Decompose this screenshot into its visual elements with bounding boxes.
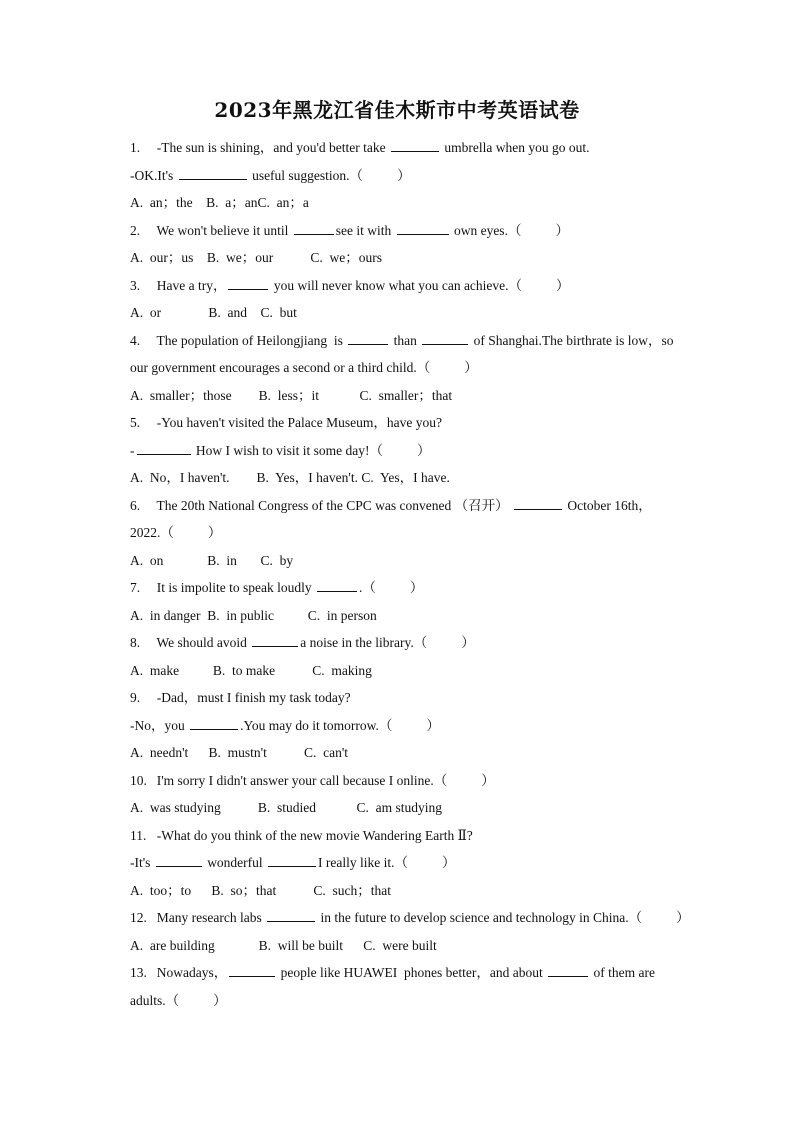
answer-blank <box>137 441 191 455</box>
question-text: ） <box>676 910 690 925</box>
question-text: October 16th， <box>563 497 652 513</box>
question-number: 7. <box>130 580 141 595</box>
answer-blank <box>267 908 315 922</box>
line-q5-stem2 <box>130 437 710 465</box>
question-text: A. are building B. will be built C. were built <box>130 937 437 953</box>
question-text: ） <box>442 855 456 870</box>
question-text: see it with <box>335 222 395 238</box>
line-q5-stem <box>130 409 710 437</box>
line-q1-stem <box>130 134 710 162</box>
answer-blank <box>391 138 439 152</box>
line-q3-opts <box>130 299 710 327</box>
line-q7-opts <box>130 602 710 630</box>
question-text: -What do you think of the new movie Wandering Earth Ⅱ? <box>150 827 473 843</box>
answer-blank <box>228 276 268 290</box>
line-q10-stem <box>130 767 710 795</box>
answer-blank <box>397 221 449 235</box>
question-text: A. too；to B. so；that C. such；that <box>130 882 391 898</box>
question-text: ） <box>464 360 478 375</box>
exam-title: 2023年黑龙江省佳木斯市中考英语试卷 <box>214 98 580 122</box>
line-q2-stem <box>130 217 710 245</box>
answer-blank <box>548 963 588 977</box>
line-q9-opts <box>130 739 710 767</box>
question-text: A. smaller；those B. less；it C. smaller；that <box>130 387 453 403</box>
question-number: 6. <box>130 497 141 513</box>
line-q4-stem <box>130 327 710 355</box>
question-text: ） <box>417 442 431 458</box>
question-text: Have a try， <box>150 277 227 293</box>
question-text: a noise in the library.（ <box>300 635 428 650</box>
question-text: A. needn't B. mustn't C. can't <box>130 745 349 760</box>
answer-blank <box>317 578 357 592</box>
line-q11-stem <box>130 822 710 850</box>
question-text: ） <box>461 635 475 650</box>
line-q6-opts <box>130 547 710 575</box>
question-text: .（ <box>359 580 376 595</box>
question-text: than <box>390 332 421 348</box>
question-text: I really like it.（ <box>318 855 409 870</box>
line-q13-stem <box>130 959 710 987</box>
question-text: A. our；us B. we；our C. we；ours <box>130 250 382 265</box>
question-number: 13. <box>130 965 147 980</box>
question-number: 8. <box>130 635 141 650</box>
question-text: -OK.It's <box>130 167 177 183</box>
question-number: 10. <box>130 772 147 788</box>
answer-blank <box>514 496 562 510</box>
question-text: of Shanghai.The birthrate is low，so <box>470 332 674 348</box>
question-text: wonderful <box>203 855 267 870</box>
line-q3-stem <box>130 272 710 300</box>
question-text: Many research labs <box>150 910 266 925</box>
question-text: A. No，I haven't. B. Yes，I haven't. C. Yes，I have. <box>130 470 450 485</box>
question-text: ） <box>481 772 495 788</box>
question-number: 3. <box>130 277 141 293</box>
question-text: ） <box>426 717 440 733</box>
line-q2-opts <box>130 244 710 272</box>
question-text: .You may do it tomorrow.（ <box>240 717 393 733</box>
question-text: We should avoid <box>150 635 251 650</box>
question-number: 4. <box>130 332 141 348</box>
line-q12-stem <box>130 904 710 932</box>
line-q7-stem <box>130 574 710 602</box>
question-number: 9. <box>130 690 141 705</box>
question-text: It is impolite to speak loudly <box>150 580 315 595</box>
question-text: How I wish to visit it some day!（ <box>192 442 383 458</box>
question-text: ） <box>409 580 424 595</box>
line-q13-stem2 <box>130 987 710 1015</box>
line-q4-opts <box>130 382 710 410</box>
line-q10-opts <box>130 794 710 822</box>
question-text: ） <box>556 277 570 293</box>
answer-blank <box>348 331 388 345</box>
question-text: ） <box>213 992 227 1008</box>
question-text: you will never know what you can achieve.（ <box>270 277 523 293</box>
question-text: ） <box>555 222 569 238</box>
question-text: A. was studying B. studied C. am studying <box>130 800 443 815</box>
answer-blank <box>294 221 334 235</box>
question-text: I'm sorry I didn't answer your call because I online.（ <box>150 772 448 788</box>
question-text: umbrella when you go out. <box>441 140 590 155</box>
answer-blank <box>190 716 238 730</box>
line-q8-stem <box>130 629 710 657</box>
question-text: ） <box>207 525 222 540</box>
question-text: people like HUAWEI phones better，and about <box>277 965 547 980</box>
question-text: We won't believe it until <box>150 222 292 238</box>
line-q12-opts <box>130 932 710 960</box>
line-q1-opts <box>130 189 710 217</box>
question-text: - <box>130 442 135 458</box>
answer-blank <box>229 963 275 977</box>
line-q9-stem2 <box>130 712 710 740</box>
line-q11-stem2 <box>130 849 710 877</box>
question-text: of them are <box>590 965 655 980</box>
line-q11-opts <box>130 877 710 905</box>
question-text: The population of Heilongjiang is <box>150 332 347 348</box>
question-list <box>130 134 710 1014</box>
question-text: A. make B. to make C. making <box>130 662 372 678</box>
question-text: -It's <box>130 855 154 870</box>
question-text: -No，you <box>130 717 189 733</box>
answer-blank <box>422 331 468 345</box>
line-q6-stem <box>130 492 710 520</box>
question-text: adults.（ <box>130 992 180 1008</box>
answer-blank <box>156 853 202 867</box>
question-text: A. or B. and C. but <box>130 305 297 320</box>
question-text: 2022.（ <box>130 525 174 540</box>
question-text: A. in danger B. in public C. in person <box>130 607 377 623</box>
question-text: A. an；the B. a；anC. an；a <box>130 195 309 210</box>
line-q1-stem2 <box>130 162 710 190</box>
question-text: in the future to develop science and technology in China.（ <box>317 910 643 925</box>
line-q8-opts <box>130 657 710 685</box>
question-number: 1. <box>130 140 141 155</box>
question-text: Nowadays， <box>150 965 228 980</box>
question-text: useful suggestion.（ <box>248 167 364 183</box>
question-text: own eyes.（ <box>450 222 522 238</box>
answer-blank <box>179 166 247 180</box>
question-text: -The sun is shining，and you'd better take <box>150 140 390 155</box>
line-q6-stem2 <box>130 519 710 547</box>
question-text: A. on B. in C. by <box>130 552 294 568</box>
answer-blank <box>268 853 316 867</box>
question-number: 12. <box>130 910 147 925</box>
question-number: 2. <box>130 222 141 238</box>
line-q9-stem <box>130 684 710 712</box>
question-text: our government encourages a second or a third child.（ <box>130 360 431 375</box>
answer-blank <box>252 633 298 647</box>
line-q5-opts <box>130 464 710 492</box>
question-text: -Dad，must I finish my task today? <box>150 690 351 705</box>
question-number: 11. <box>130 827 147 843</box>
question-text: ） <box>397 167 411 183</box>
question-text: -You haven't visited the Palace Museum，have you? <box>150 415 443 430</box>
question-number: 5. <box>130 415 141 430</box>
line-q4-stem2 <box>130 354 710 382</box>
question-text: The 20th National Congress of the CPC was convened （召开） <box>150 497 512 513</box>
